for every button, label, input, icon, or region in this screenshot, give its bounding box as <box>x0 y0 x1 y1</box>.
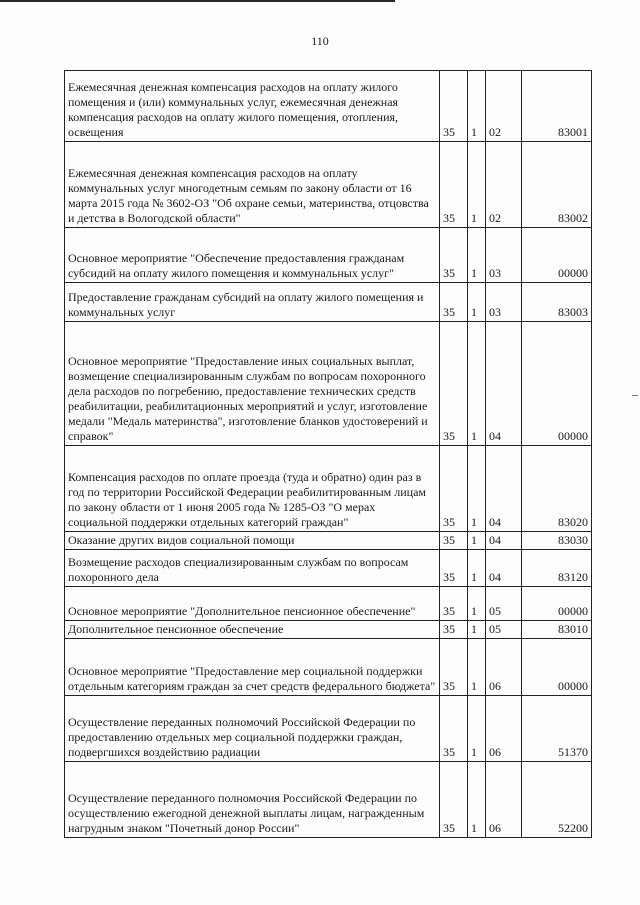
code-direction: 52200 <box>522 762 592 838</box>
table-row <box>65 283 592 322</box>
code-event: 06 <box>486 639 522 696</box>
code-direction: 51370 <box>522 696 592 762</box>
table-row <box>65 71 592 142</box>
row-name: Основное мероприятие "Обеспечение предоставления гражданам субсидий на оплату жилого помещения и коммунальных услуг" <box>65 228 440 283</box>
code-direction: 83001 <box>522 71 592 142</box>
code-event: 04 <box>486 550 522 587</box>
code-program: 35 <box>440 696 468 762</box>
row-name: Ежемесячная денежная компенсация расходов на оплату коммунальных услуг многодетным семьям по закону области от 16 марта 2015 года № 3602-ОЗ "Об охране семьи, материнства, отцовства и детства в Вологодской области" <box>65 142 440 228</box>
row-name: Предоставление гражданам субсидий на оплату жилого помещения и коммунальных услуг <box>65 283 440 322</box>
table-row <box>65 696 592 762</box>
table-row <box>65 446 592 532</box>
code-program: 35 <box>440 587 468 621</box>
scan-edge-mark <box>632 395 638 396</box>
code-subprogram: 1 <box>468 621 486 639</box>
code-direction: 83003 <box>522 283 592 322</box>
table-row <box>65 587 592 621</box>
code-program: 35 <box>440 621 468 639</box>
code-program: 35 <box>440 142 468 228</box>
code-subprogram: 1 <box>468 142 486 228</box>
code-subprogram: 1 <box>468 550 486 587</box>
table-row <box>65 550 592 587</box>
code-subprogram: 1 <box>468 762 486 838</box>
code-program: 35 <box>440 322 468 446</box>
row-name: Компенсация расходов по оплате проезда (туда и обратно) один раз в год по территории Российской Федерации реабилитированным лицам по закону области от 1 июня 2005 года № 1285-ОЗ "О мерах социальной поддержки отдельных категорий граждан" <box>65 446 440 532</box>
row-name: Осуществление переданных полномочий Российской Федерации по предоставлению отдельных мер социальной поддержки граждан, подвергшихся воздействию радиации <box>65 696 440 762</box>
code-event: 02 <box>486 71 522 142</box>
code-event: 05 <box>486 621 522 639</box>
code-event: 04 <box>486 532 522 550</box>
table-row <box>65 762 592 838</box>
code-program: 35 <box>440 532 468 550</box>
code-subprogram: 1 <box>468 71 486 142</box>
row-name: Основное мероприятие "Предоставление мер социальной поддержки отдельным категориям граждан за счет средств федерального бюджета" <box>65 639 440 696</box>
top-rule <box>0 0 395 2</box>
table-row <box>65 639 592 696</box>
row-name: Осуществление переданного полномочия Российской Федерации по осуществлению ежегодной денежной выплаты лицам, награжденным нагрудным знаком "Почетный донор России" <box>65 762 440 838</box>
code-direction: 00000 <box>522 587 592 621</box>
code-event: 02 <box>486 142 522 228</box>
table-row <box>65 142 592 228</box>
row-name: Оказание других видов социальной помощи <box>65 532 440 550</box>
table-row <box>65 621 592 639</box>
code-event: 04 <box>486 322 522 446</box>
code-subprogram: 1 <box>468 639 486 696</box>
row-name: Дополнительное пенсионное обеспечение <box>65 621 440 639</box>
code-event: 05 <box>486 587 522 621</box>
row-name: Ежемесячная денежная компенсация расходов на оплату жилого помещения и (или) коммунальных услуг, ежемесячная денежная компенсация расходов на оплату жилого помещения, отопления, освещения <box>65 71 440 142</box>
code-subprogram: 1 <box>468 696 486 762</box>
budget-classification-table <box>64 70 592 838</box>
row-name: Основное мероприятие "Предоставление иных социальных выплат, возмещение специализированным службам по вопросам похоронного дела расходов по погребению, предоставление технических средств реабилитации, реабилитационных мероприятий и услуг, изготовление медали "Медаль материнства", изготовление бланков удостоверений и справок" <box>65 322 440 446</box>
code-program: 35 <box>440 283 468 322</box>
page-number: 110 <box>311 34 329 48</box>
row-name: Возмещение расходов специализированным службам по вопросам похоронного дела <box>65 550 440 587</box>
code-program: 35 <box>440 639 468 696</box>
code-subprogram: 1 <box>468 228 486 283</box>
code-direction: 83010 <box>522 621 592 639</box>
code-event: 03 <box>486 283 522 322</box>
code-event: 03 <box>486 228 522 283</box>
table-row <box>65 532 592 550</box>
code-subprogram: 1 <box>468 283 486 322</box>
table-row <box>65 322 592 446</box>
code-subprogram: 1 <box>468 446 486 532</box>
code-event: 04 <box>486 446 522 532</box>
code-direction: 00000 <box>522 228 592 283</box>
code-subprogram: 1 <box>468 587 486 621</box>
code-direction: 00000 <box>522 322 592 446</box>
code-direction: 83020 <box>522 446 592 532</box>
code-direction: 00000 <box>522 639 592 696</box>
code-program: 35 <box>440 228 468 283</box>
code-direction: 83030 <box>522 532 592 550</box>
code-program: 35 <box>440 446 468 532</box>
code-direction: 83120 <box>522 550 592 587</box>
code-program: 35 <box>440 71 468 142</box>
table-row <box>65 228 592 283</box>
code-program: 35 <box>440 550 468 587</box>
row-name: Основное мероприятие "Дополнительное пенсионное обеспечение" <box>65 587 440 621</box>
code-program: 35 <box>440 762 468 838</box>
code-subprogram: 1 <box>468 322 486 446</box>
code-direction: 83002 <box>522 142 592 228</box>
code-event: 06 <box>486 696 522 762</box>
code-subprogram: 1 <box>468 532 486 550</box>
code-event: 06 <box>486 762 522 838</box>
